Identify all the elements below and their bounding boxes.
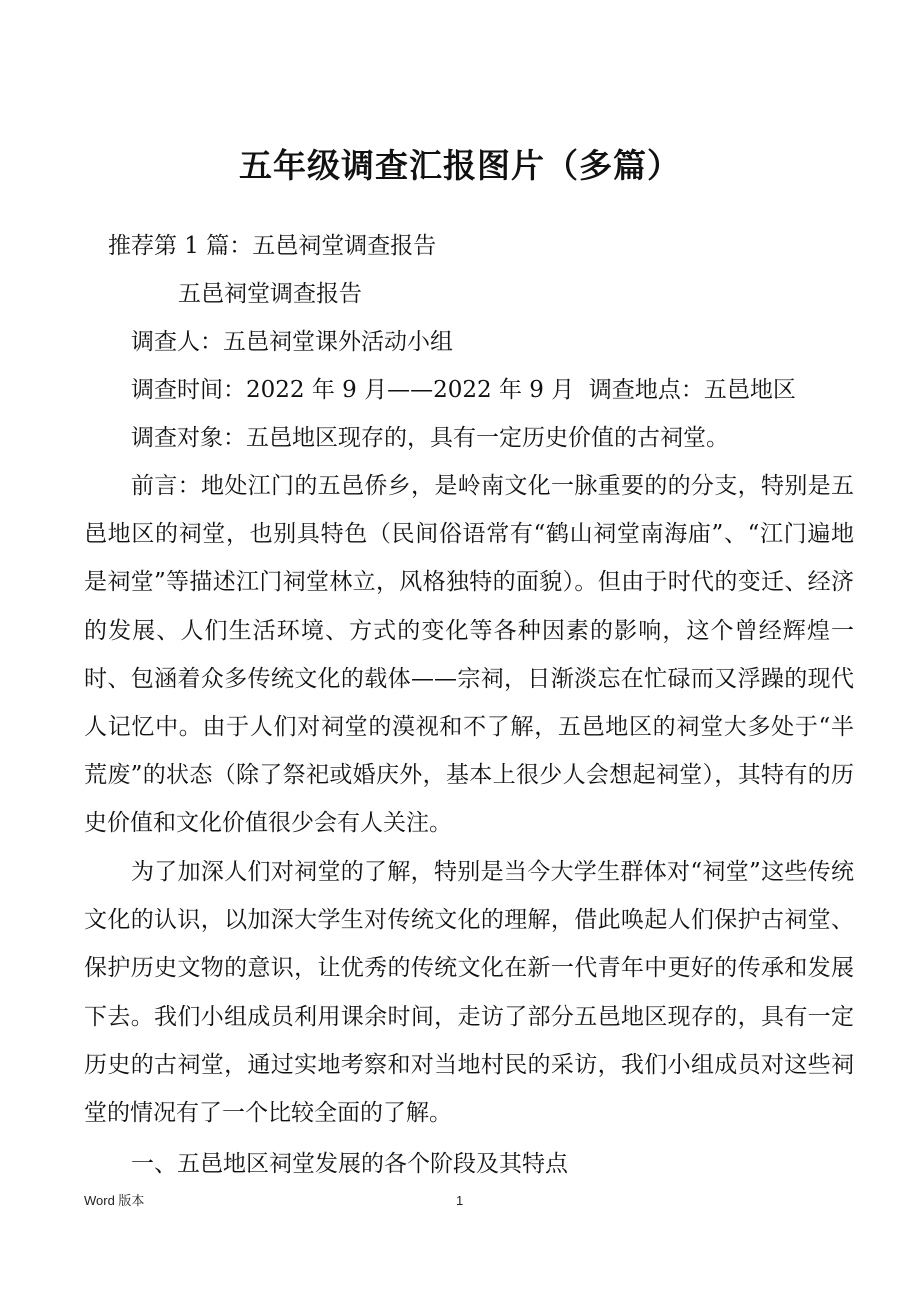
- section-heading: 一、五邑地区祠堂发展的各个阶段及其特点: [131, 1151, 568, 1177]
- object-line: 调查对象：五邑地区现存的，具有一定历史价值的古祠堂。: [131, 425, 729, 451]
- recommend-line: 推荐第 1 篇：五邑祠堂调查报告: [108, 233, 437, 259]
- footer-version-label: Word 版本: [84, 1193, 145, 1208]
- paragraph-purpose: 为了加深人们对祠堂的了解，特别是当今大学生群体对“祠堂”这些传统文化的认识，以加深大学生对传统文化的理解，借此唤起人们保护古祠堂、保护历史文物的意识，让优秀的传统文化在新一代青年中更好的传承和发展下去。我们小组成员利用课余时间，走访了部分五邑地区现存的，具有一定历史的古祠堂，通过实地考察和对当地村民的采访，我们小组成员对这些祠堂的情况有了一个比较全面的了解。: [84, 859, 854, 1127]
- report-subtitle: 五邑祠堂调查报告: [178, 281, 362, 307]
- page-number: 1: [456, 1193, 464, 1208]
- paragraph-preface: 前言：地处江门的五邑侨乡，是岭南文化一脉重要的的分支，特别是五邑地区的祠堂，也别具特色（民间俗语常有“鹤山祠堂南海庙”、“江门遍地是祠堂”等描述江门祠堂林立，风格独特的面貌）。但由于时代的变迁、经济的发展、人们生活环境、方式的变化等各种因素的影响，这个曾经辉煌一时、包涵着众多传统文化的载体——宗祠，日渐淡忘在忙碌而又浮躁的现代人记忆中。由于人们对祠堂的漠视和不了解，五邑地区的祠堂大多处于“半荒废”的状态（除了祭祀或婚庆外，基本上很少人会想起祠堂），其特有的历史价值和文化价值很少会有人关注。: [84, 473, 854, 837]
- document-title: 五年级调查汇报图片（多篇）: [239, 146, 681, 185]
- time-location-line: 调查时间：2022 年 9 月——2022 年 9 月 调查地点：五邑地区: [131, 377, 796, 403]
- investigator-line: 调查人：五邑祠堂课外活动小组: [131, 329, 453, 355]
